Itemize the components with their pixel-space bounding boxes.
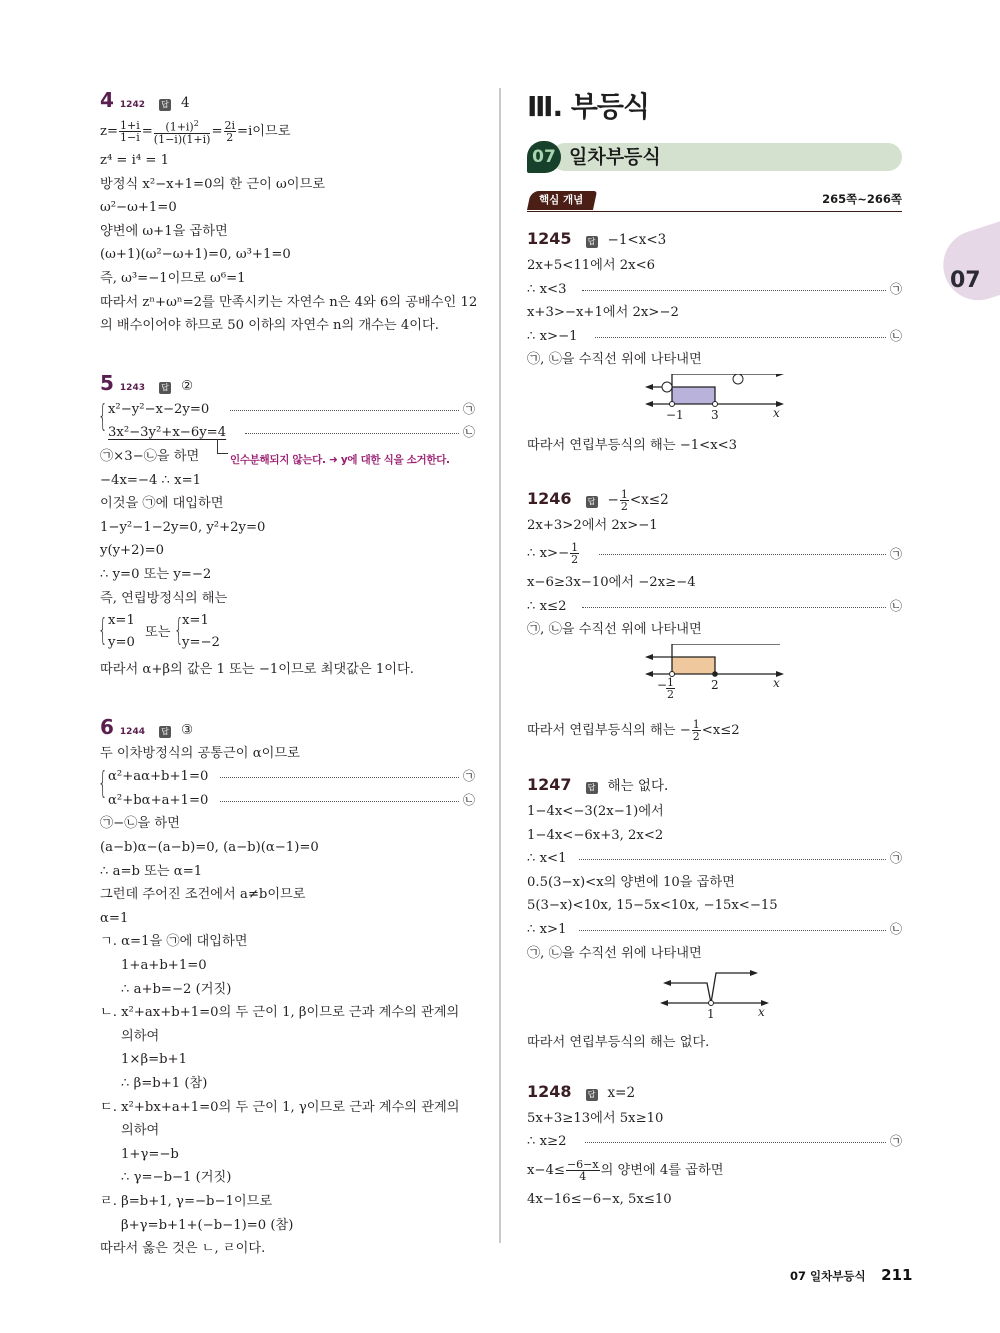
solution-line: ∴ x>− $\frac{1}{2}$ ㉠ <box>527 541 902 567</box>
solution-line: ∴ a+b=−2 (거짓) <box>121 981 232 997</box>
brace-icon: { <box>98 766 108 802</box>
solution-line: 0.5(3−x)<x의 양변에 10을 곱하면 <box>527 874 735 890</box>
conclusion-line: 따라서 연립부등식의 해는 없다. <box>527 1035 710 1051</box>
brace-icon: { <box>98 398 108 434</box>
concept-tag: 핵심 개념 <box>527 191 597 210</box>
chapter-title: 일차부등식 <box>569 146 661 168</box>
solution-line: x−4≤ $\frac{-6-x}{4}$ 의 양변에 4를 곱하면 <box>527 1157 724 1183</box>
solution-line: 2x+5<11에서 2x<6 <box>527 258 656 273</box>
solution-line: ㉠−㉡을 하면 <box>100 816 180 832</box>
number-line-1246: − $\frac{1}{2}$ 2 x <box>527 644 902 710</box>
solution-line: ∴ y=0 또는 y=−2 <box>100 566 212 582</box>
problem-code: 1244 <box>119 726 145 737</box>
answer: x=2 <box>607 1084 636 1101</box>
problem-number: 1245 <box>527 229 572 248</box>
solution-line: −4x=−4 ∴ x=1 <box>100 472 202 488</box>
page-number: 211 <box>881 1266 913 1284</box>
problem-header <box>100 85 475 115</box>
solution-line: 4x−16≤−6−x, 5x≤10 <box>527 1191 672 1207</box>
problem-1246 <box>527 484 902 748</box>
page-footer <box>790 1265 912 1284</box>
solution-line: ㉠, ㉡을 수직선 위에 나타내면 <box>527 352 702 368</box>
solution-line: 의하여 <box>121 1028 160 1044</box>
solution-line: (a−b)α−(a−b)=0, (a−b)(α−1)=0 <box>100 840 319 856</box>
solution-line: 즉, ω³=−1이므로 ω⁶=1 <box>100 270 246 286</box>
answer: ② <box>180 377 194 394</box>
system-equation-2: α²+bα+a+1=0 ㉡ <box>108 792 475 808</box>
chapter-header <box>527 141 902 173</box>
solution-line: 그런데 주어진 조건에서 a≠b이므로 <box>100 887 306 903</box>
solution-line: 방정식 x²−x+1=0의 한 근이 ω이므로 <box>100 176 326 192</box>
solution-line: ∴ x≥2 ㉠ <box>527 1134 902 1150</box>
solution-systems: { x=1 y=0 또는 { x=1 y=−2 <box>98 613 220 651</box>
solution-line: 1−4x<−3(2x−1)에서 <box>527 803 664 819</box>
solution-line: 1×β=b+1 <box>121 1052 187 1068</box>
right-column <box>527 85 902 1211</box>
solution-line: 즉, 연립방정식의 해는 <box>100 590 228 606</box>
solution-line: 5(3−x)<10x, 15−5x<10x, −15x<−15 <box>527 898 778 914</box>
solution-line: ∴ γ=−b−1 (거짓) <box>121 1170 232 1186</box>
annotation-arrow-icon <box>217 439 228 454</box>
problem-1245 <box>527 224 902 458</box>
solution-line: ㄷ. x²+bx+a+1=0의 두 근이 1, γ이므로 근과 계수의 관계의 <box>100 1099 460 1115</box>
solution-line: ∴ β=b+1 (참) <box>121 1076 208 1091</box>
answer-icon: 답 <box>586 782 598 794</box>
solution-line: ∴ x≤2 ㉡ <box>527 598 902 614</box>
answer: − $\frac{1}{2}$ <x≤2 <box>607 487 669 513</box>
solution-line: 1−y²−1−2y=0, y²+2y=0 <box>100 519 266 535</box>
answer-icon: 답 <box>586 1089 598 1101</box>
system-equation-2: 3x²−3y²+x−6y=4 ㉡ <box>108 425 475 441</box>
answer-icon: 답 <box>159 726 171 738</box>
solution-line: 2x+3>2에서 2x>−1 <box>527 517 658 533</box>
equation-system <box>100 398 475 445</box>
solution-line: x−6≥3x−10에서 −2x≥−4 <box>527 575 696 591</box>
solution-line: y(y+2)=0 <box>100 543 165 559</box>
problem-number: 1247 <box>527 774 572 794</box>
problem-header <box>527 484 902 514</box>
solution-line: 따라서 zⁿ+ωⁿ=2를 만족시키는 자연수 n은 4와 6의 공배수인 12 <box>100 294 478 310</box>
system-equation-1: α²+aα+b+1=0 ㉠ <box>108 769 475 785</box>
problem-number: 1246 <box>527 488 572 508</box>
solution-line: 이것을 ㉠에 대입하면 <box>100 496 224 512</box>
problem-number: 6 <box>100 714 114 739</box>
solution-line: ㄹ. β=b+1, γ=−b−1이므로 <box>100 1193 273 1209</box>
problem-header <box>527 1077 902 1107</box>
number-line-1247: 1 x <box>527 967 902 1027</box>
solution-line: 의하여 <box>121 1123 160 1139</box>
chapter-side-tab-label: 07 <box>950 268 981 293</box>
problem-header <box>527 770 902 800</box>
solution-line: ㉠, ㉡을 수직선 위에 나타내면 <box>527 622 702 638</box>
number-line-graph <box>527 967 902 1011</box>
part-title: Ⅲ. 부등식 <box>527 90 649 123</box>
column-divider <box>499 88 501 1243</box>
footer-chapter: 07 일차부등식 <box>790 1269 866 1283</box>
problem-header <box>100 368 475 398</box>
solution-line: ∴ x>−1 ㉡ <box>527 328 902 344</box>
solution-line: ∴ a=b 또는 α=1 <box>100 863 203 879</box>
solution-line: 1+γ=−b <box>121 1146 179 1162</box>
chapter-badge: 07 <box>527 141 561 173</box>
answer: −1<x<3 <box>607 232 667 248</box>
solution-line: α=1 <box>100 910 129 926</box>
solution-line: (ω+1)(ω²−ω+1)=0, ω³+1=0 <box>100 247 291 263</box>
equation-system <box>100 765 475 812</box>
solution-line: x+3>−x+1에서 2x>−2 <box>527 305 679 321</box>
solution-line: ㄱ. α=1을 ㉠에 대입하면 <box>100 934 248 950</box>
concept-header <box>527 189 902 212</box>
solution-line: 1−4x<−6x+3, 2x<2 <box>527 827 664 843</box>
answer-icon: 답 <box>159 99 171 111</box>
solution-line: 두 이차방정식의 공통근이 α이므로 <box>100 745 300 761</box>
answer-icon: 답 <box>586 236 598 248</box>
problem-code: 1243 <box>119 382 145 393</box>
annotation-note: 인수분해되지 않는다. ➜ y에 대한 식을 소거한다. <box>230 453 450 466</box>
solution-line: 의 배수이어야 하므로 50 이하의 자연수 n의 개수는 4이다. <box>100 318 439 334</box>
conclusion-line: 따라서 연립부등식의 해는 −1<x<3 <box>527 437 738 453</box>
problem-number: 1248 <box>527 1081 572 1101</box>
problem-code: 1242 <box>119 100 145 110</box>
solution-line: z⁴ = i⁴ = 1 <box>100 153 169 168</box>
conclusion-line: 따라서 옳은 것은 ㄴ, ㄹ이다. <box>100 1241 266 1257</box>
brace-icon: { <box>174 613 184 649</box>
solution-line: ∴ x>1 ㉡ <box>527 921 902 937</box>
answer: ③ <box>180 721 194 738</box>
solution-line: z= $\frac{1+i}{1-i}$ = $\frac{(1+i)^2}{(1-i)(1+i)}$ = $\frac{2i}{2}$ =i이므로 <box>100 119 291 146</box>
system-equation-1: x²−y²−x−2y=0 ㉠ <box>108 401 475 417</box>
answer: 4 <box>180 95 190 111</box>
answer-icon: 답 <box>586 496 598 508</box>
solution-line: 양변에 ω+1을 곱하면 <box>100 223 228 239</box>
solution-line: ∴ x<3 ㉠ <box>527 281 902 297</box>
problem-number: 5 <box>100 370 114 395</box>
problem-header <box>527 224 902 254</box>
solution-line: β+γ=b+1+(−b−1)=0 (참) <box>121 1217 294 1233</box>
answer-icon: 답 <box>159 382 171 394</box>
problem-5 <box>100 368 475 682</box>
problem-1247 <box>527 770 902 1055</box>
chapter-side-tab <box>934 218 1000 309</box>
brace-icon: { <box>98 613 108 649</box>
number-line-1245: −1 3 x <box>527 374 902 430</box>
problem-header <box>100 712 475 742</box>
answer: 해는 없다. <box>607 777 669 794</box>
problem-6 <box>100 712 475 1261</box>
solution-line: 1+a+b+1=0 <box>121 958 207 974</box>
problem-4 <box>100 85 478 338</box>
number-line-graph <box>527 374 902 434</box>
concept-pages: 265쪽~266쪽 <box>822 192 902 206</box>
solution-line: ω²−ω+1=0 <box>100 200 177 216</box>
solution-line: ㉠×3−㉡을 하면 인수분해되지 않는다. ➜ y에 대한 식을 소거한다. <box>100 445 475 469</box>
problem-1248 <box>527 1077 902 1212</box>
problem-number: 4 <box>100 88 114 112</box>
solution-line: 5x+3≥13에서 5x≥10 <box>527 1110 664 1126</box>
conclusion-line: 따라서 α+β의 값은 1 또는 −1이므로 최댓값은 1이다. <box>100 662 414 678</box>
solution-line: ∴ x<1 ㉠ <box>527 851 902 867</box>
solution-line: ㄴ. x²+ax+b+1=0의 두 근이 1, β이므로 근과 계수의 관계의 <box>100 1005 460 1021</box>
left-column <box>98 85 478 1261</box>
solution-line: ㉠, ㉡을 수직선 위에 나타내면 <box>527 945 702 961</box>
conclusion-line: 따라서 연립부등식의 해는 − $\frac{1}{2}$ <x≤2 <box>527 717 740 743</box>
